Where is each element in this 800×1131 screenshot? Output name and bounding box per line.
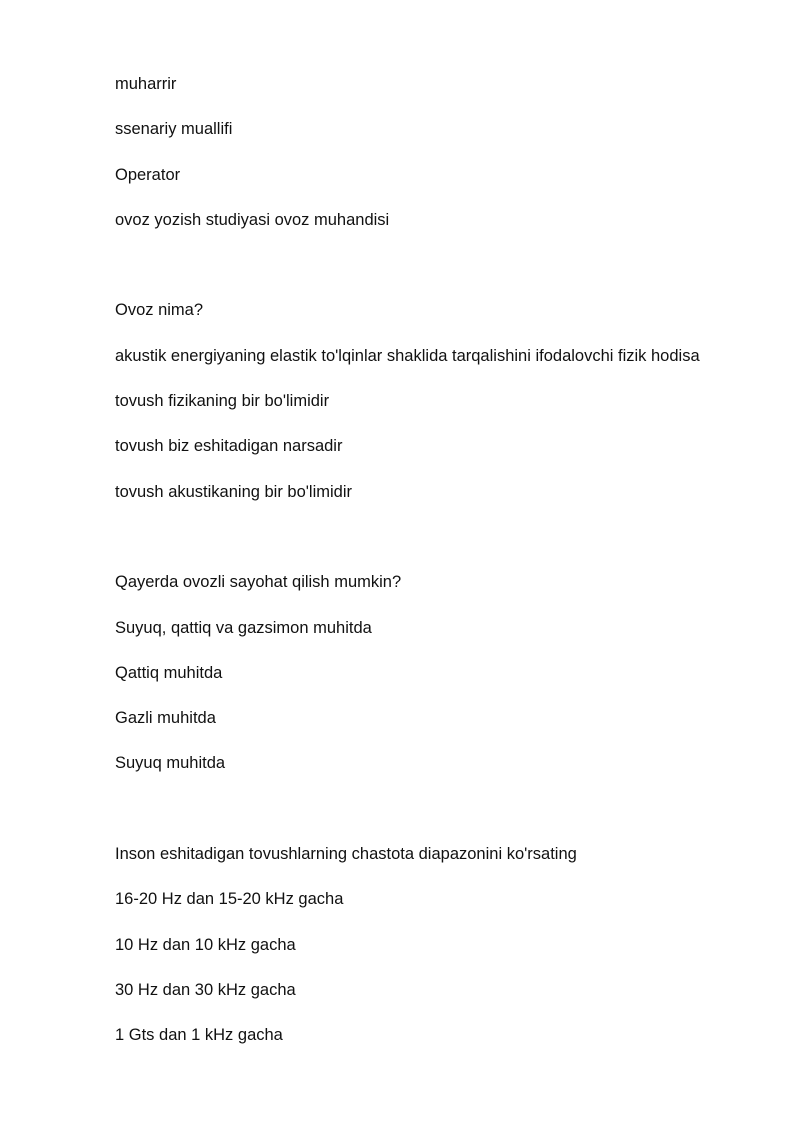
- answer-line: tovush biz eshitadigan narsadir: [115, 437, 343, 456]
- answer-line: tovush akustikaning bir bo'limidir: [115, 482, 353, 501]
- answer-line: 1 Gts dan 1 kHz gacha: [115, 1026, 283, 1045]
- answer-line: muharrir: [115, 75, 177, 93]
- question-block-3: [115, 572, 775, 773]
- answer-line: Suyuq, qattiq va gazsimon muhitda: [115, 618, 372, 637]
- question-text: Inson eshitadigan tovushlarning chastota diapazonini ko'rsating: [115, 845, 577, 864]
- answer-line: tovush fizikaning bir bo'limidir: [115, 392, 330, 411]
- question-block-2: [115, 300, 775, 501]
- answer-line: 16-20 Hz dan 15-20 kHz gacha: [115, 890, 344, 909]
- block-spacer: [115, 527, 775, 572]
- document-content: [115, 74, 775, 1071]
- answer-line: akustik energiyaning elastik to'lqinlar shaklida tarqalishini ifodalovchi fizik hodisa: [115, 346, 700, 365]
- answer-line: Qattiq muhitda: [115, 663, 223, 682]
- question-text: Ovoz nima?: [115, 301, 204, 320]
- block-spacer: [115, 799, 775, 844]
- question-block-4: [115, 844, 775, 1045]
- block-spacer: [115, 255, 775, 300]
- answer-line: Gazli muhitda: [115, 709, 216, 728]
- answer-line: ssenariy muallifi: [115, 120, 233, 139]
- answer-line: 30 Hz dan 30 kHz gacha: [115, 980, 296, 999]
- answer-block-1: [115, 74, 775, 230]
- answer-line: Suyuq muhitda: [115, 754, 226, 773]
- answer-line: Operator: [115, 165, 181, 184]
- answer-line: 10 Hz dan 10 kHz gacha: [115, 935, 296, 954]
- answer-line: ovoz yozish studiyasi ovoz muhandisi: [115, 210, 390, 229]
- question-text: Qayerda ovozli sayohat qilish mumkin?: [115, 573, 402, 592]
